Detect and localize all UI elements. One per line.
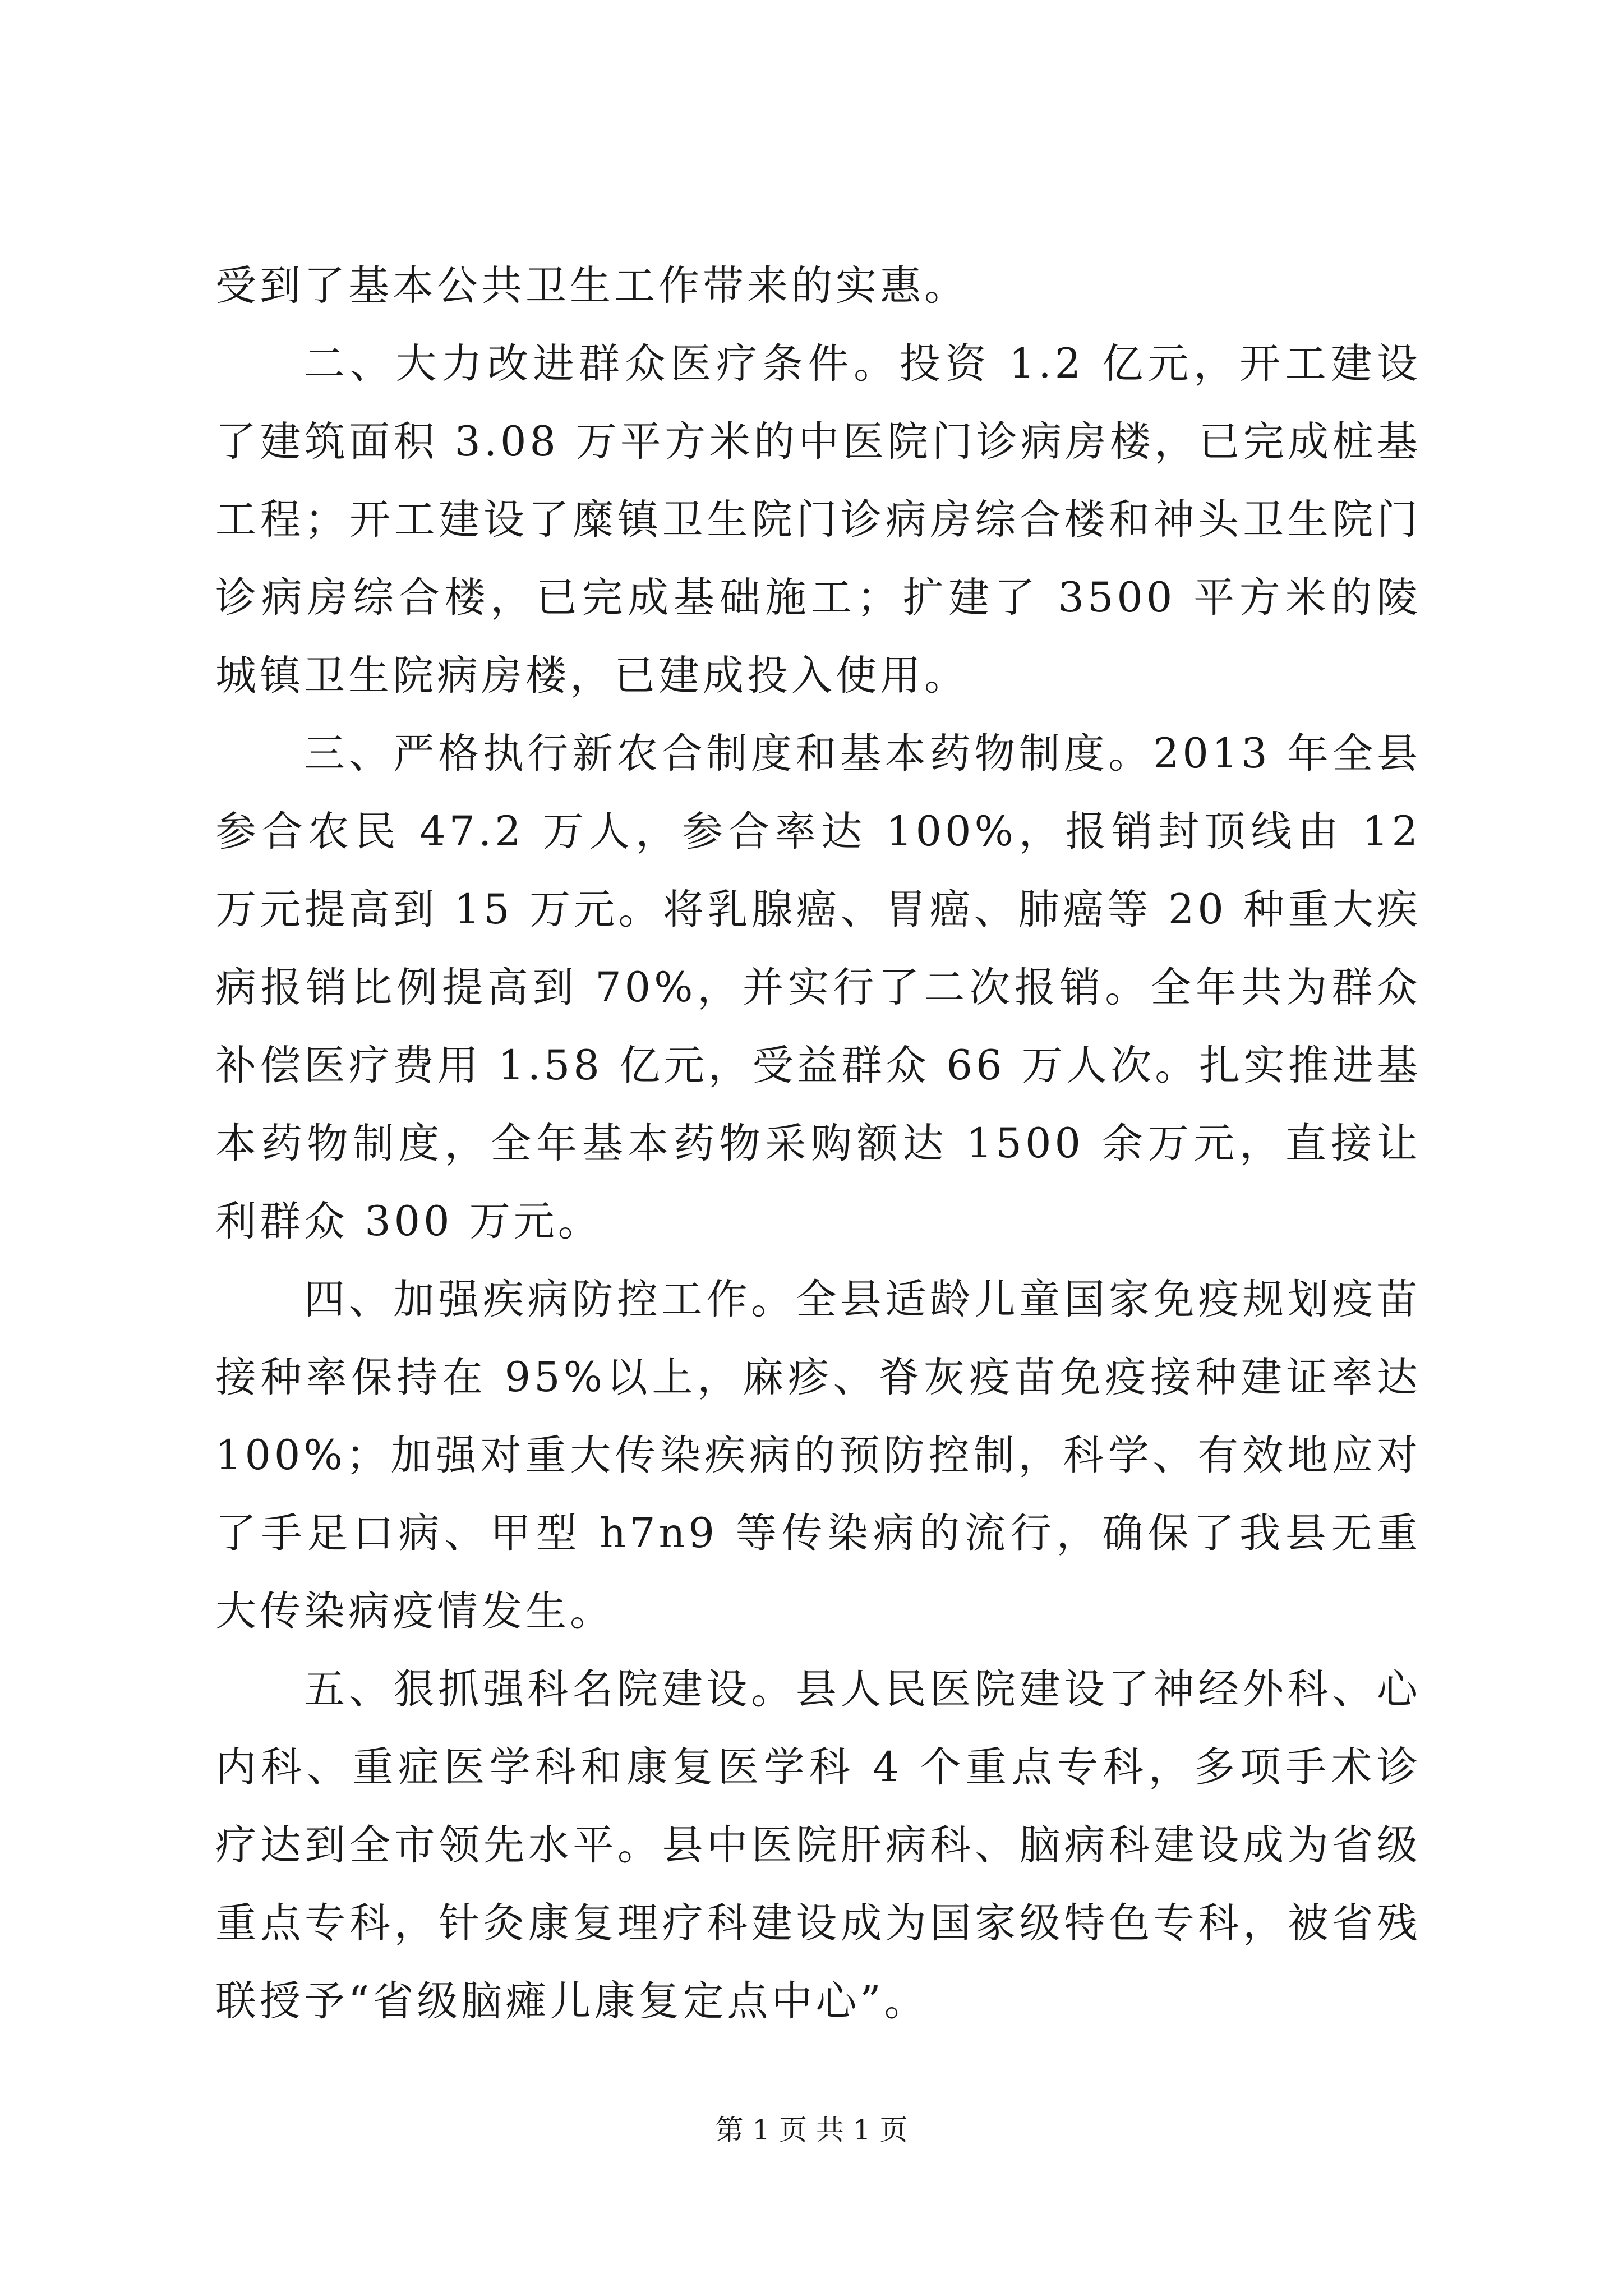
paragraph-medical-conditions: 二、大力改进群众医疗条件。投资 1.2 亿元，开工建设了建筑面积 3.08 万平方米的中医院门诊病房楼，已完成桩基工程；开工建设了糜镇卫生院门诊病房综合楼和神头卫生院门诊病房综合楼，已完成基础施工；扩建了 3500 平方米的陵城镇卫生院病房楼，已建成投入使用。 (215, 340, 1421, 700)
paragraph-disease-control: 四、加强疾病防控工作。全县适龄儿童国家免疫规划疫苗接种率保持在 95%以上，麻疹、脊灰疫苗免疫接种建证率达 100%；加强对重大传染疾病的预防控制，科学、有效地应对了手足口病、甲型 h7n9 等传染病的流行，确保了我县无重大传染病疫情发生。 (215, 1276, 1421, 1635)
paragraph-key-specialties: 五、狠抓强科名院建设。县人民医院建设了神经外科、心内科、重症医学科和康复医学科 4 个重点专科，多项手术诊疗达到全市领先水平。县中医院肝病科、脑病科建设成为省级重点专科，针灸康复理疗科建设成为国家级特色专科，被省残联授予“省级脑瘫儿康复定点中心”。 (215, 1665, 1421, 2025)
document-body (215, 247, 1421, 2040)
paragraph-continuation: 受到了基本公共卫生工作带来的实惠。 (215, 262, 969, 310)
paragraph-rural-cooperative: 三、严格执行新农合制度和基本药物制度。2013 年全县参合农民 47.2 万人，参合率达 100%，报销封顶线由 12 万元提高到 15 万元。将乳腺癌、胃癌、肺癌等 20 种重大疾病报销比例提高到 70%，并实行了二次报销。全年共为群众补偿医疗费用 1.58 亿元，受益群众 66 万人次。扎实推进基本药物制度，全年基本药物采购额达 1500 余万元，直接让利群众 300 万元。 (215, 730, 1421, 1245)
page-footer: 第 1 页 共 1 页 (715, 2114, 908, 2146)
